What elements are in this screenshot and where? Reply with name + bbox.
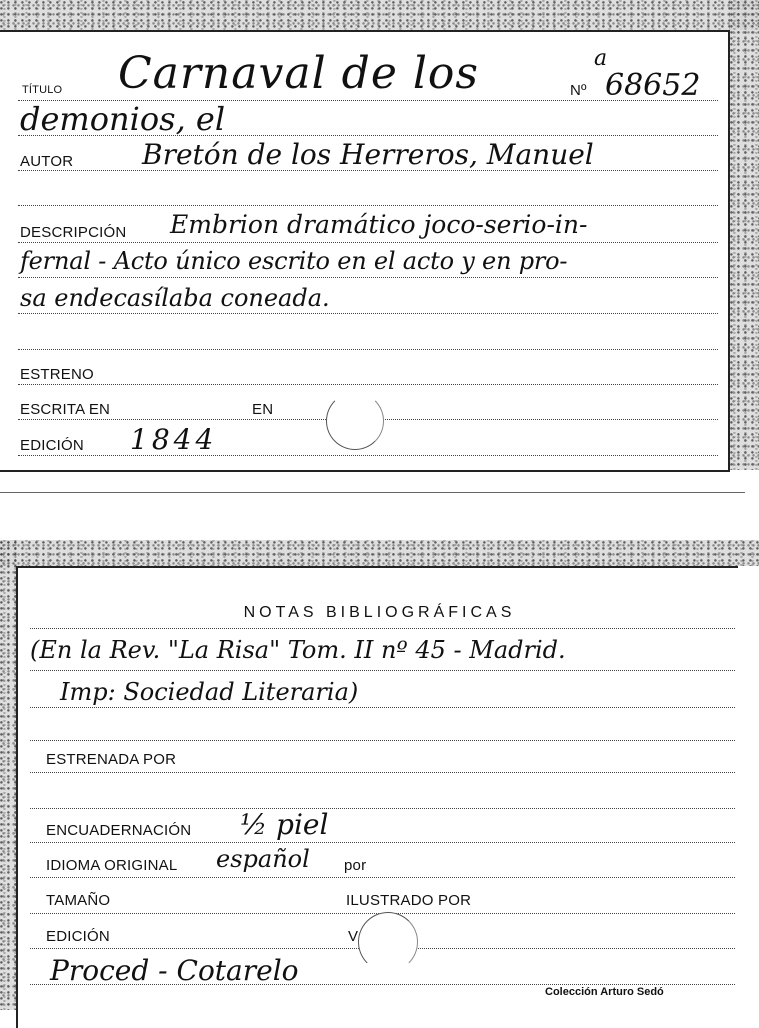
rule-descripcion-2: [18, 277, 718, 278]
rule-edicion: [18, 455, 718, 456]
edicion-label: EDICIÓN: [20, 437, 84, 454]
encuadernacion-label: ENCUADERNACIÓN: [46, 822, 192, 839]
titulo-handwritten-2: demonios, el: [20, 100, 226, 138]
titulo-handwritten-1: Carnaval de los: [118, 48, 479, 99]
estrenada-label: ESTRENADA POR: [46, 751, 177, 768]
rule-notas-3: [30, 707, 735, 708]
punch-hole: [326, 392, 384, 450]
tamano-label: TAMAÑO: [46, 892, 111, 909]
estreno-label: ESTRENO: [20, 366, 94, 383]
encuadernacion-handwritten: ½ piel: [240, 808, 329, 841]
rule-notas-4: [30, 740, 735, 741]
procedencia-handwritten: Proced - Cotarelo: [50, 954, 299, 987]
numero-superscript: a: [594, 46, 608, 71]
notas-handwritten-1: (En la Rev. "La Risa" Tom. II nº 45 - Madrid.: [30, 636, 566, 664]
punch-hole: [358, 912, 418, 972]
descripcion-label: DESCRIPCIÓN: [20, 224, 127, 241]
rule-encuadernacion: [30, 842, 735, 843]
idioma-label: IDIOMA ORIGINAL: [46, 857, 178, 874]
idioma-handwritten: español: [216, 845, 310, 873]
catalog-card-front: [0, 0, 759, 495]
rule-estreno: [18, 384, 718, 385]
edicion-label-2: EDICIÓN: [46, 928, 110, 945]
scan-edge-top: [0, 540, 759, 566]
rule-descripcion-3: [18, 313, 718, 314]
descripcion-handwritten-3: sa endecasílaba coneada.: [20, 284, 330, 312]
autor-label: AUTOR: [20, 153, 74, 170]
titulo-label: TÍTULO: [22, 84, 63, 96]
rule-notas-2: [30, 670, 735, 671]
descripcion-handwritten-2: fernal - Acto único escrito en el acto y en pro-: [20, 247, 568, 275]
rule-blank: [18, 205, 718, 206]
numero-handwritten: 68652: [605, 68, 701, 103]
rule-descripcion-1: [18, 242, 718, 243]
scan-edge-top: [0, 0, 759, 30]
rule-descripcion-4: [18, 349, 718, 350]
rule-blank-2: [30, 808, 735, 809]
descripcion-handwritten-1: Embrion dramático joco-serio-in-: [170, 210, 588, 239]
rule-notas-1: [30, 628, 735, 629]
edicion-handwritten: 1844: [130, 423, 218, 456]
catalog-card-back: [0, 540, 759, 1028]
ilustrado-label: ILUSTRADO POR: [346, 892, 472, 909]
notas-handwritten-2: Imp: Sociedad Literaria): [60, 678, 359, 706]
en-label: EN: [252, 401, 274, 418]
scan-edge-right: [730, 0, 759, 470]
numero-label: Nº: [570, 82, 587, 99]
notas-heading: NOTAS BIBLIOGRÁFICAS: [243, 604, 516, 621]
rule-idioma: [30, 877, 735, 878]
escrita-en-label: ESCRITA EN: [20, 401, 111, 418]
card-separator: [0, 492, 745, 493]
v-label: V: [348, 928, 359, 945]
rule-estrenada: [30, 772, 735, 773]
autor-handwritten: Bretón de los Herreros, Manuel: [142, 138, 594, 171]
collection-credit: Colección Arturo Sedó: [545, 986, 664, 998]
por-label: por: [344, 857, 367, 874]
